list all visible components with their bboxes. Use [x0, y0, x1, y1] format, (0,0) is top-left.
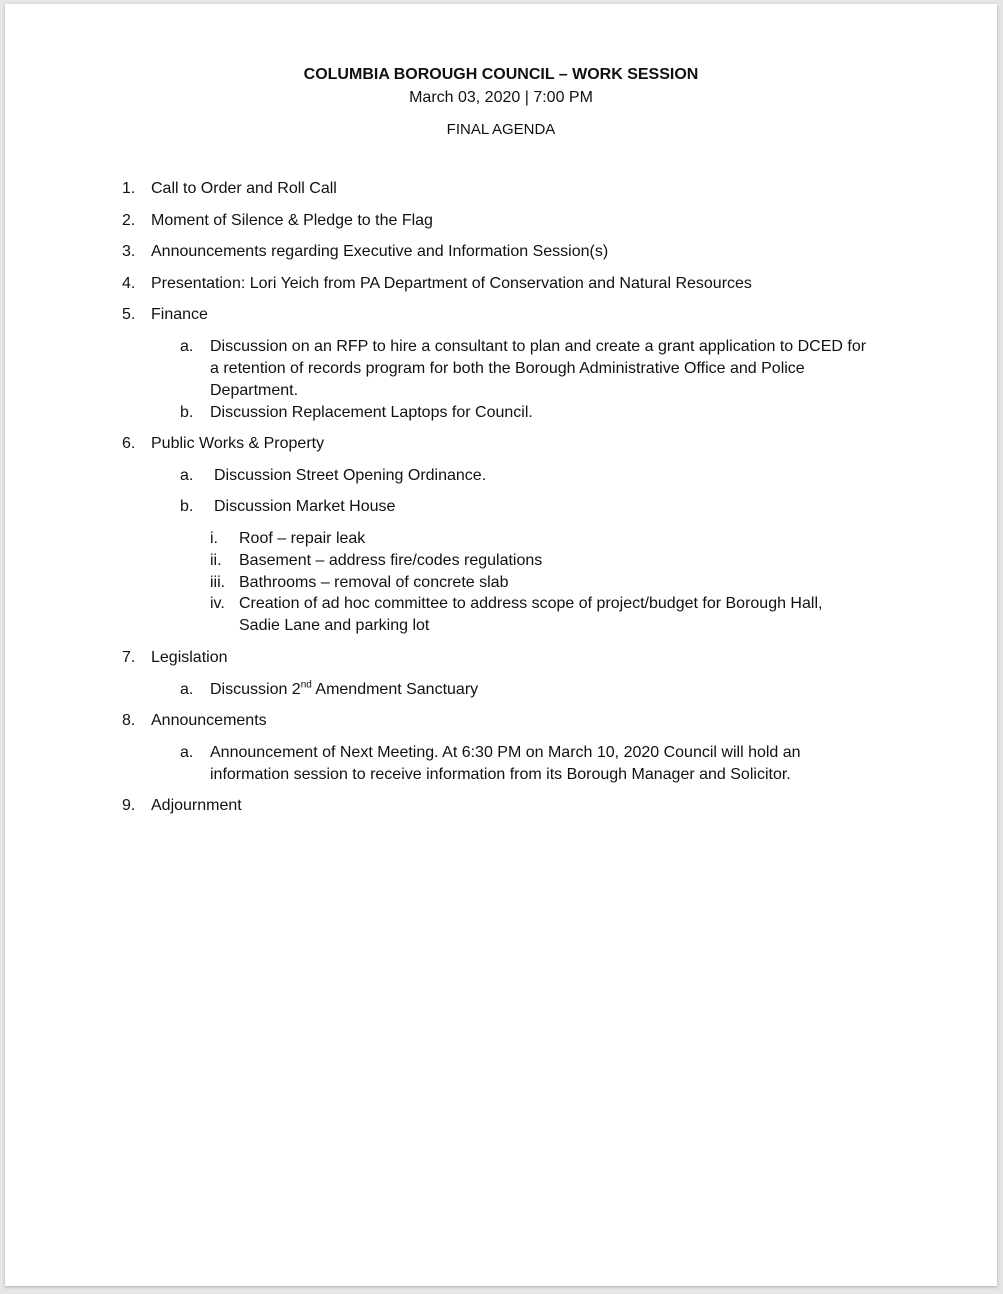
item-2-number: 2.	[122, 212, 136, 229]
item-6a-letter: a.	[180, 467, 194, 484]
item-1-number: 1.	[122, 180, 136, 197]
item-7a-text-post: Amendment Sanctuary	[311, 681, 479, 698]
item-6b-letter: b.	[180, 498, 194, 515]
item-6b-ii-numeral: ii.	[210, 552, 222, 569]
item-6b-iv-line-2: Sadie Lane and parking lot	[239, 617, 430, 634]
item-9-number: 9.	[122, 797, 136, 814]
item-7-number: 7.	[122, 649, 136, 666]
item-5a-letter: a.	[180, 338, 194, 355]
item-9-text: Adjournment	[151, 797, 242, 814]
item-5-text: Finance	[151, 306, 208, 323]
item-5a-line-3: Department.	[210, 382, 299, 399]
item-7a-line-1	[210, 679, 478, 701]
item-6b-iv-line-1: Creation of ad hoc committee to address scope of project/budget for Borough Hall,	[239, 595, 823, 612]
item-3-number: 3.	[122, 243, 136, 260]
item-8a-letter: a.	[180, 744, 194, 761]
item-8a-line-2: information session to receive information from its Borough Manager and Solicitor.	[210, 766, 791, 783]
item-6b-iii-numeral: iii.	[210, 574, 226, 591]
item-4-text: Presentation: Lori Yeich from PA Department of Conservation and Natural Resources	[151, 275, 752, 292]
item-7a-text-pre: Discussion 2	[210, 681, 301, 698]
item-6b-i-line-1: Roof – repair leak	[239, 530, 366, 547]
item-1-text: Call to Order and Roll Call	[151, 180, 337, 197]
item-7a-ordinal-suffix: nd	[300, 679, 312, 691]
item-6b-iv-numeral: iv.	[210, 595, 225, 612]
meeting-date-time: March 03, 2020 | 7:00 PM	[409, 89, 593, 106]
document-title: COLUMBIA BOROUGH COUNCIL – WORK SESSION	[303, 66, 699, 83]
item-5b-letter: b.	[180, 404, 194, 421]
document-page	[5, 4, 997, 1286]
item-6b-i-numeral: i.	[210, 530, 218, 547]
item-5a-line-2: a retention of records program for both the Borough Administrative Office and Police	[210, 360, 805, 377]
item-8a-line-1: Announcement of Next Meeting. At 6:30 PM on March 10, 2020 Council will hold an	[210, 744, 801, 761]
item-4-number: 4.	[122, 275, 136, 292]
item-6-text: Public Works & Property	[151, 435, 325, 452]
item-6b-iii-line-1: Bathrooms – removal of concrete slab	[239, 574, 509, 591]
item-5b-line-1: Discussion Replacement Laptops for Council.	[210, 404, 533, 421]
item-2-text: Moment of Silence & Pledge to the Flag	[151, 212, 433, 229]
item-5a-line-1: Discussion on an RFP to hire a consultant to plan and create a grant application to DCED for	[210, 338, 867, 355]
item-6b-ii-line-1: Basement – address fire/codes regulations	[239, 552, 543, 569]
agenda-label: FINAL AGENDA	[446, 121, 556, 138]
item-6a-line-1: Discussion Street Opening Ordinance.	[214, 467, 487, 484]
item-8-text: Announcements	[151, 712, 267, 729]
item-3-text: Announcements regarding Executive and Information Session(s)	[151, 243, 609, 260]
item-6b-line-1: Discussion Market House	[214, 498, 396, 515]
item-8-number: 8.	[122, 712, 136, 729]
item-7a-letter: a.	[180, 681, 194, 698]
item-5-number: 5.	[122, 306, 136, 323]
item-6-number: 6.	[122, 435, 136, 452]
item-7-text: Legislation	[151, 649, 228, 666]
